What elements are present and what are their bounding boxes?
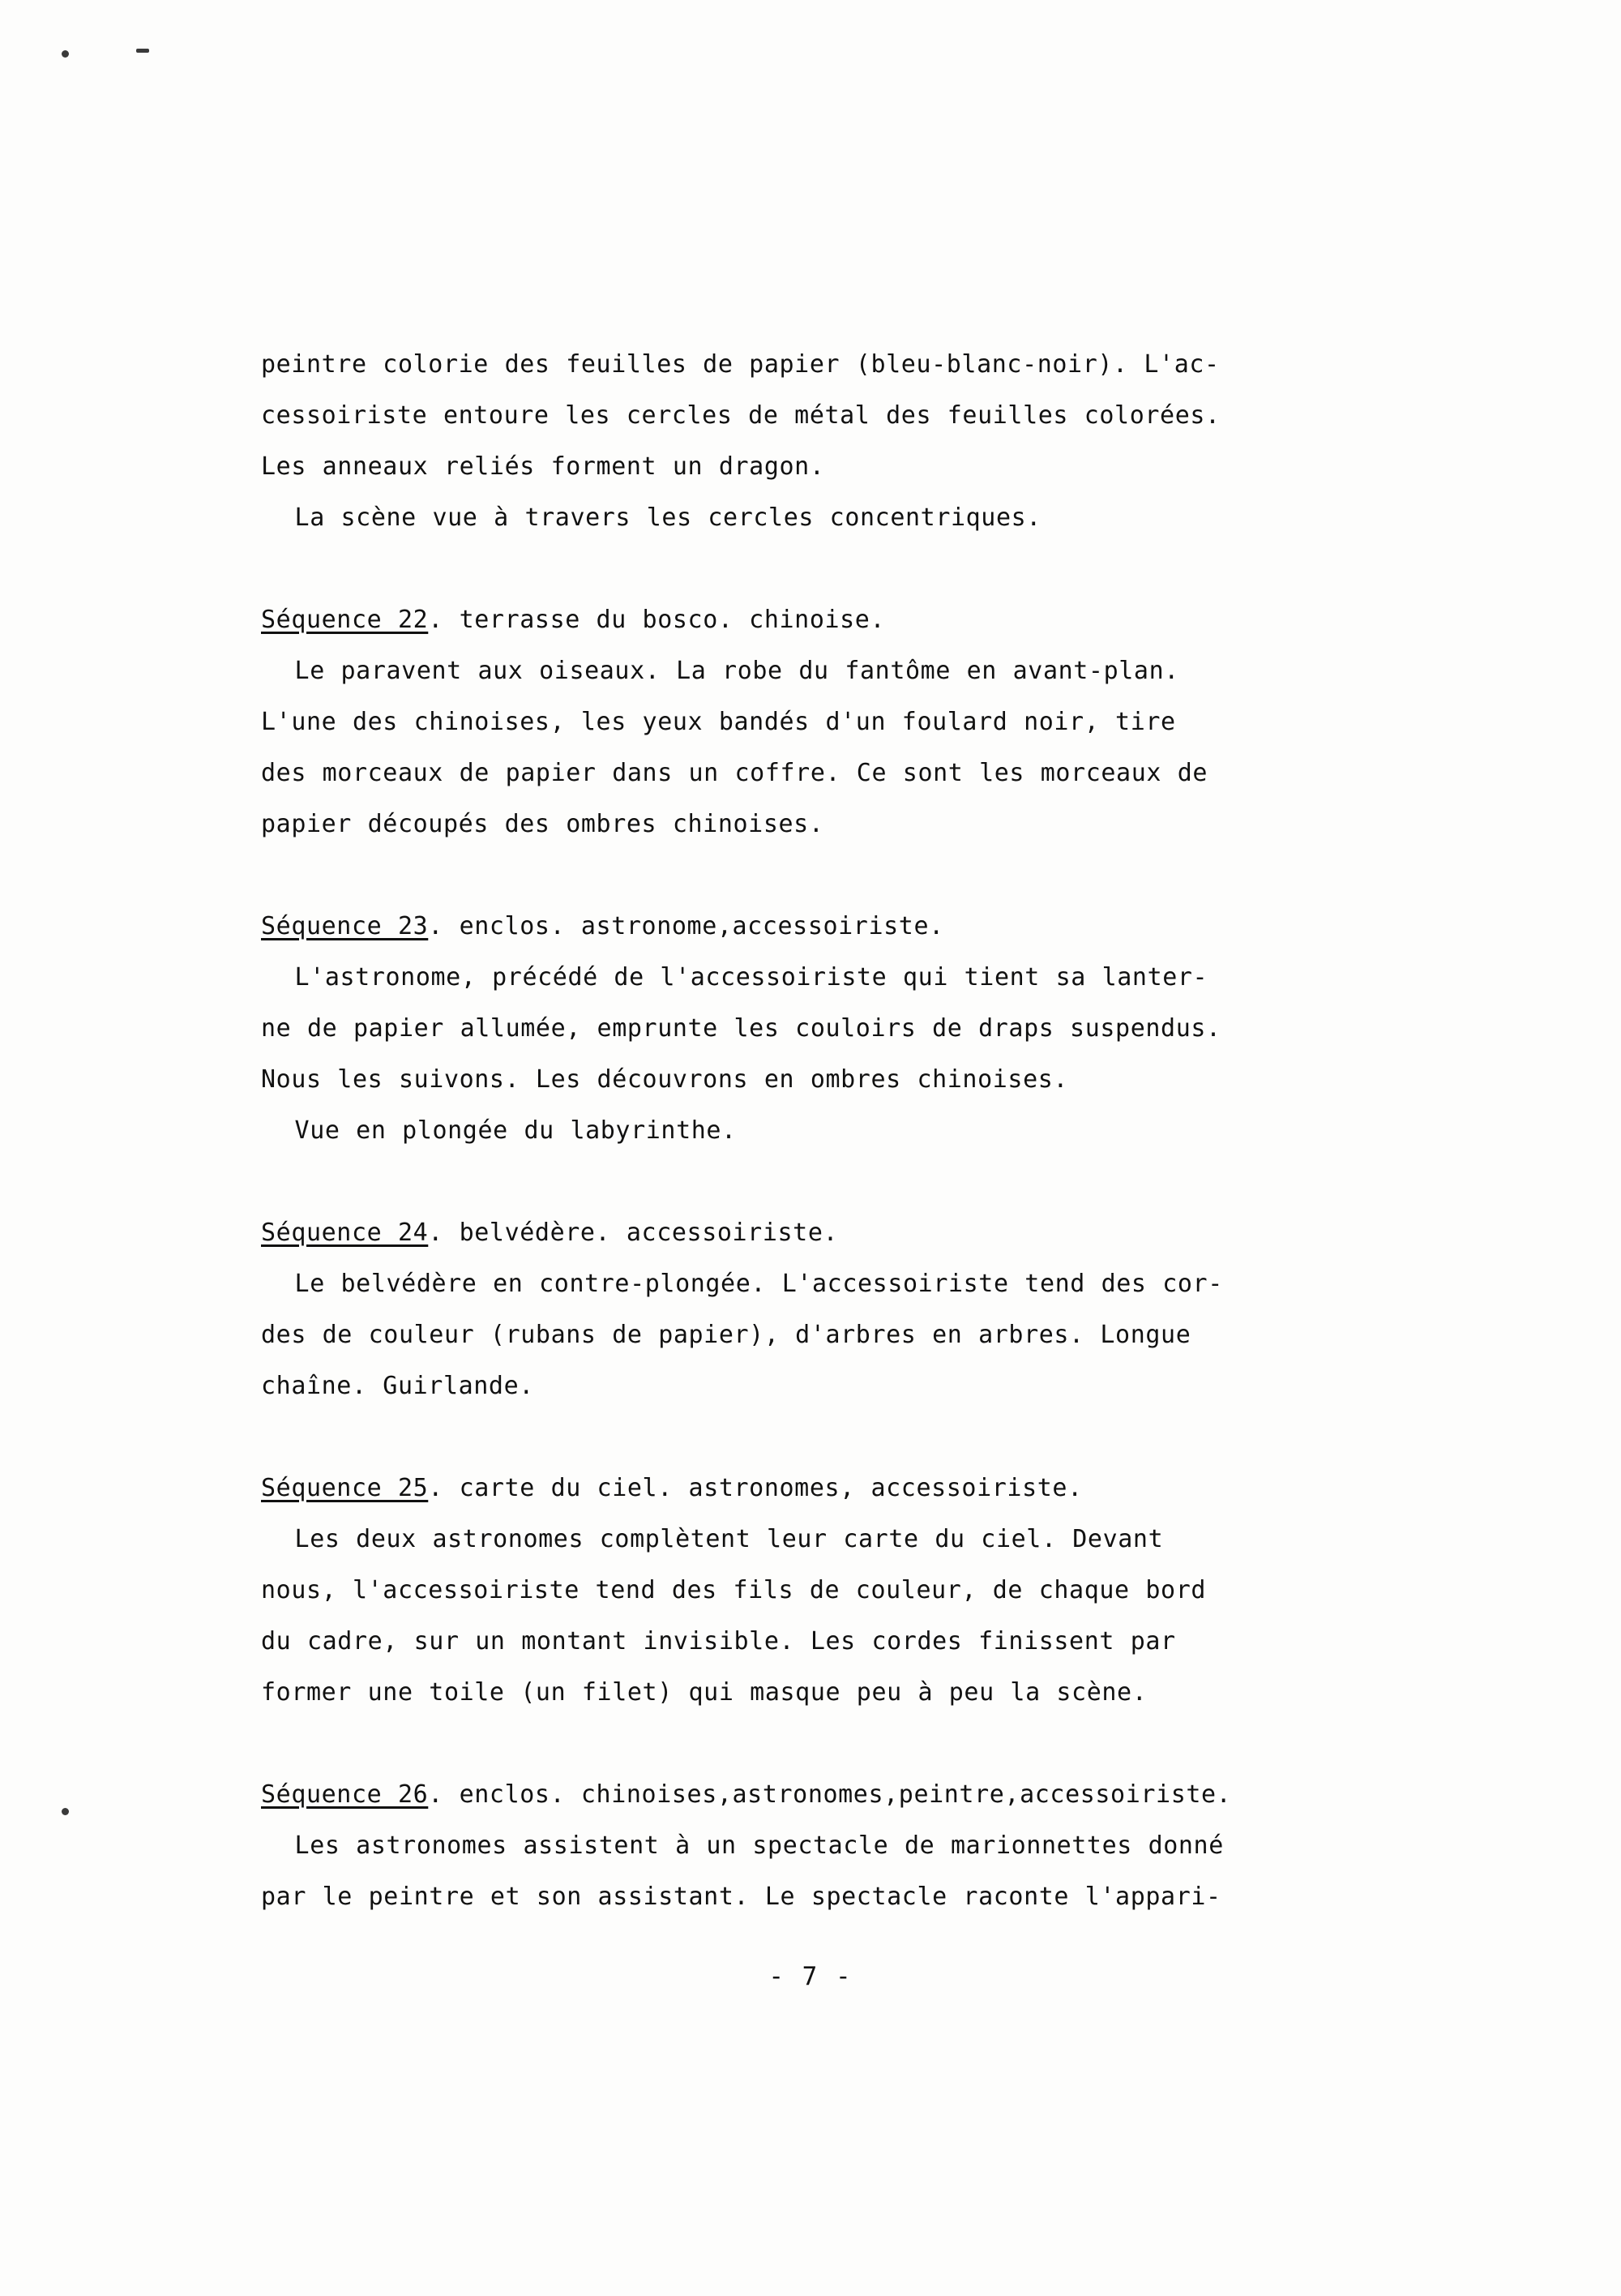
paragraph <box>261 1820 1396 1871</box>
paragraph <box>261 1514 1396 1565</box>
sequence-description: . terrasse du bosco. chinoise. <box>428 606 886 634</box>
text-line-content: Le paravent aux oiseaux. La robe du fantôme en avant-plan. <box>294 657 1179 685</box>
text-line-content: Les deux astronomes complètent leur carte du ciel. Devant <box>294 1525 1164 1553</box>
text-line: des de couleur (rubans de papier), d'arbres en arbres. Longue <box>261 1321 1191 1349</box>
sequence-description: . belvédère. accessoiriste. <box>428 1219 839 1247</box>
text-line-content: L'astronome, précédé de l'accessoiriste qui tient sa lanter- <box>294 963 1208 992</box>
text-line <box>261 1258 1396 1309</box>
paragraph <box>261 1871 1396 1922</box>
sequence-heading <box>261 901 1396 952</box>
text-line <box>261 1820 1396 1871</box>
ink-speck-icon <box>62 50 69 58</box>
paragraph-spacer <box>261 1156 1396 1207</box>
paragraph <box>261 1565 1396 1718</box>
paragraph-spacer <box>261 850 1396 901</box>
text-line: chaîne. Guirlande. <box>261 1372 534 1400</box>
page-number: - 7 - <box>768 1962 853 1991</box>
sequence-label: Séquence 26 <box>261 1780 429 1809</box>
paragraph <box>261 952 1396 1003</box>
text-line-content: La scène vue à travers les cercles concentriques. <box>294 503 1041 532</box>
document-body <box>261 339 1396 1922</box>
text-line: du cadre, sur un montant invisible. Les cordes finissent par <box>261 1627 1176 1656</box>
text-line: former une toile (un filet) qui masque peu à peu la scène. <box>261 1678 1148 1707</box>
paragraph-spacer <box>261 1411 1396 1463</box>
sequence-heading <box>261 594 1396 645</box>
paragraph <box>261 696 1396 850</box>
sequence-description: . carte du ciel. astronomes, accessoiriste. <box>428 1474 1083 1502</box>
text-line <box>261 1514 1396 1565</box>
paragraph <box>261 1003 1396 1105</box>
text-line: peintre colorie des feuilles de papier (bleu-blanc-noir). L'ac- <box>261 350 1220 379</box>
paragraph <box>261 1309 1396 1411</box>
text-line-content: Vue en plongée du labyrinthe. <box>294 1116 737 1145</box>
text-line: L'une des chinoises, les yeux bandés d'un foulard noir, tire <box>261 708 1176 736</box>
sequence-heading <box>261 1463 1396 1514</box>
text-line: ne de papier allumée, emprunte les couloirs de draps suspendus. <box>261 1014 1221 1043</box>
sequence-heading <box>261 1769 1396 1820</box>
text-line: cessoiriste entoure les cercles de métal des feuilles colorées. <box>261 401 1221 430</box>
sequence-description: . enclos. astronome,accessoiriste. <box>428 912 944 940</box>
text-line-content: Le belvédère en contre-plongée. L'accessoiriste tend des cor- <box>294 1270 1223 1298</box>
text-line: nous, l'accessoiriste tend des fils de couleur, de chaque bord <box>261 1576 1207 1604</box>
paragraph-spacer <box>261 543 1396 594</box>
ink-speck-icon <box>62 1808 69 1815</box>
text-line-content: Les astronomes assistent à un spectacle de marionnettes donné <box>294 1831 1224 1860</box>
paragraph <box>261 1105 1396 1156</box>
sequence-description: . enclos. chinoises,astronomes,peintre,accessoiriste. <box>428 1780 1232 1809</box>
text-line: papier découpés des ombres chinoises. <box>261 810 824 838</box>
text-line: Nous les suivons. Les découvrons en ombres chinoises. <box>261 1065 1069 1094</box>
text-line <box>261 645 1396 696</box>
sequence-label: Séquence 24 <box>261 1219 429 1247</box>
text-line: par le peintre et son assistant. Le spectacle raconte l'appari- <box>261 1883 1221 1911</box>
sequence-heading <box>261 1207 1396 1258</box>
text-line: Les anneaux reliés forment un dragon. <box>261 452 825 481</box>
text-line <box>261 1105 1396 1156</box>
ink-dash-icon <box>136 49 149 53</box>
text-line <box>261 492 1396 543</box>
sequence-label: Séquence 22 <box>261 606 429 634</box>
paragraph <box>261 1258 1396 1309</box>
sequence-label: Séquence 25 <box>261 1474 429 1502</box>
text-line <box>261 952 1396 1003</box>
paragraph <box>261 645 1396 696</box>
paragraph <box>261 339 1396 492</box>
paragraph-spacer <box>261 1718 1396 1769</box>
sequence-label: Séquence 23 <box>261 912 429 940</box>
text-line: des morceaux de papier dans un coffre. Ce sont les morceaux de <box>261 759 1208 787</box>
paragraph <box>261 492 1396 543</box>
